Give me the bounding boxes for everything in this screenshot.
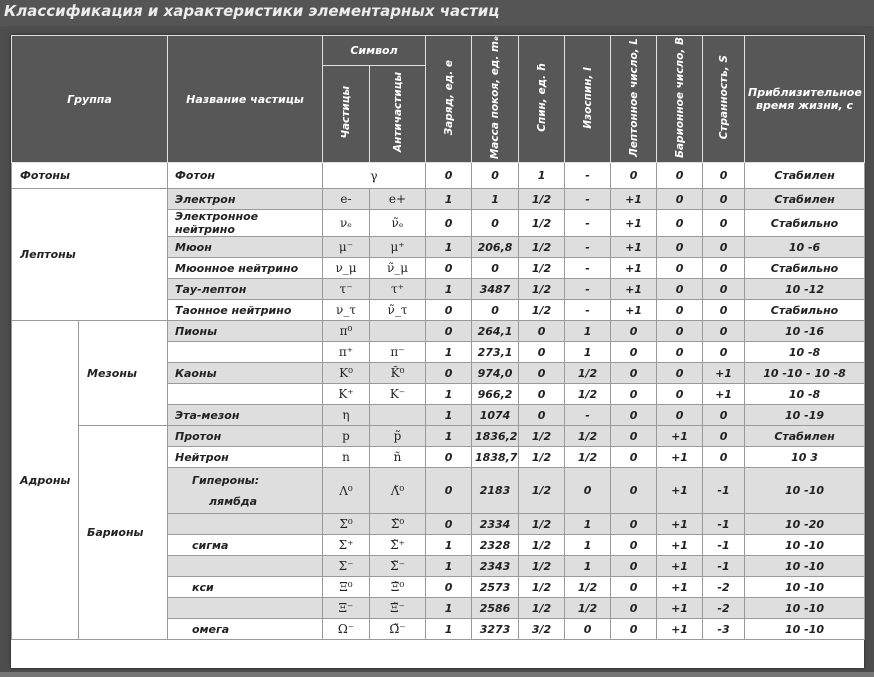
antiparticle-symbol: π⁻ (370, 342, 426, 363)
lifetime-cell: 10 -8 (745, 342, 865, 363)
isospin-cell: - (565, 189, 611, 210)
isospin-cell: - (565, 163, 611, 189)
lifetime-cell: 10 -10 (745, 556, 865, 577)
strangeness-cell: 0 (703, 279, 745, 300)
lifetime-cell: 10 -10 - 10 -8 (745, 363, 865, 384)
lepton-cell: 0 (611, 321, 657, 342)
strangeness-cell: -2 (703, 577, 745, 598)
baryon-cell: +1 (657, 535, 703, 556)
charge-cell: 1 (426, 384, 472, 405)
particle-name: Пионы (168, 321, 323, 342)
isospin-cell: - (565, 237, 611, 258)
baryon-cell: 0 (657, 384, 703, 405)
antiparticle-symbol: μ⁺ (370, 237, 426, 258)
antiparticle-symbol: Ξ̃⁰ (370, 577, 426, 598)
lifetime-cell: 10 -10 (745, 598, 865, 619)
table-row (12, 189, 865, 210)
baryon-cell: +1 (657, 514, 703, 535)
particle-symbol: η (323, 405, 370, 426)
strangeness-cell: 0 (703, 189, 745, 210)
mass-cell: 2183 (472, 468, 519, 514)
baryon-cell: +1 (657, 598, 703, 619)
spin-cell: 1/2 (519, 189, 565, 210)
mass-cell: 1836,2 (472, 426, 519, 447)
header-spin: Спин, ед. ħ (519, 36, 565, 163)
antiparticle-symbol: Σ̃⁰ (370, 514, 426, 535)
table-row (12, 321, 865, 342)
particle-symbol: ν_μ (323, 258, 370, 279)
strangeness-cell: 0 (703, 342, 745, 363)
antiparticle-symbol: K⁻ (370, 384, 426, 405)
particle-name: Нейтрон (168, 447, 323, 468)
antiparticle-symbol: Ω̃⁻ (370, 619, 426, 640)
mass-cell: 0 (472, 163, 519, 189)
antiparticle-symbol: Ξ̃⁻ (370, 598, 426, 619)
lifetime-cell: Стабильно (745, 300, 865, 321)
baryon-cell: +1 (657, 468, 703, 514)
strangeness-cell: 0 (703, 237, 745, 258)
spin-cell: 1/2 (519, 514, 565, 535)
particle-name (168, 384, 323, 405)
baryon-cell: +1 (657, 426, 703, 447)
header-lepton-number: Лептонное число, L (611, 36, 657, 163)
antiparticle-symbol: K̃⁰ (370, 363, 426, 384)
particle-name: кси (168, 577, 323, 598)
particle-symbol: γ (323, 163, 426, 189)
lifetime-cell: Стабильно (745, 258, 865, 279)
header-symbol: Символ (323, 36, 426, 66)
mass-cell: 3273 (472, 619, 519, 640)
baryon-cell: 0 (657, 258, 703, 279)
lifetime-cell: 10 -16 (745, 321, 865, 342)
mass-cell: 2343 (472, 556, 519, 577)
header-charge: Заряд, ед. e (426, 36, 472, 163)
strangeness-cell: -3 (703, 619, 745, 640)
antiparticle-symbol (370, 405, 426, 426)
antiparticle-symbol: ν̃_μ (370, 258, 426, 279)
particle-name: Электрон (168, 189, 323, 210)
lepton-cell: 0 (611, 447, 657, 468)
strangeness-cell: 0 (703, 426, 745, 447)
isospin-cell: 1/2 (565, 426, 611, 447)
mass-cell: 2328 (472, 535, 519, 556)
strangeness-cell: -1 (703, 535, 745, 556)
strangeness-cell: -1 (703, 514, 745, 535)
particle-symbol: ν_τ (323, 300, 370, 321)
strangeness-cell: -1 (703, 468, 745, 514)
spin-cell: 0 (519, 363, 565, 384)
mass-cell: 2573 (472, 577, 519, 598)
mass-cell: 0 (472, 300, 519, 321)
group-mesons: Мезоны (79, 321, 168, 426)
charge-cell: 0 (426, 210, 472, 237)
isospin-cell: - (565, 279, 611, 300)
lepton-cell: 0 (611, 535, 657, 556)
bottom-bar (0, 672, 874, 677)
charge-cell: 0 (426, 321, 472, 342)
antiparticle-symbol: ν̃ₑ (370, 210, 426, 237)
lepton-cell: 0 (611, 426, 657, 447)
charge-cell: 1 (426, 556, 472, 577)
particle-name (168, 514, 323, 535)
baryon-cell: 0 (657, 210, 703, 237)
header-strangeness: Странность, S (703, 36, 745, 163)
baryon-cell: +1 (657, 619, 703, 640)
mass-cell: 966,2 (472, 384, 519, 405)
particle-name: Тау-лептон (168, 279, 323, 300)
strangeness-cell: 0 (703, 447, 745, 468)
spin-cell: 1/2 (519, 468, 565, 514)
isospin-cell: 1 (565, 342, 611, 363)
particle-name (168, 598, 323, 619)
isospin-cell: - (565, 405, 611, 426)
baryon-cell: 0 (657, 321, 703, 342)
lepton-cell: +1 (611, 210, 657, 237)
mass-cell: 974,0 (472, 363, 519, 384)
header-particles: Частицы (323, 65, 370, 162)
charge-cell: 1 (426, 535, 472, 556)
isospin-cell: - (565, 258, 611, 279)
lepton-cell: 0 (611, 468, 657, 514)
mass-cell: 0 (472, 210, 519, 237)
particle-name: Мюонное нейтрино (168, 258, 323, 279)
spin-cell: 0 (519, 405, 565, 426)
isospin-cell: 1/2 (565, 363, 611, 384)
group-photons: Фотоны (12, 163, 168, 189)
particle-name: Фотон (168, 163, 323, 189)
lepton-cell: 0 (611, 598, 657, 619)
charge-cell: 1 (426, 426, 472, 447)
isospin-cell: 1/2 (565, 447, 611, 468)
particle-name: Эта-мезон (168, 405, 323, 426)
spin-cell: 0 (519, 342, 565, 363)
baryon-cell: +1 (657, 447, 703, 468)
antiparticle-symbol: e+ (370, 189, 426, 210)
baryon-cell: +1 (657, 577, 703, 598)
spin-cell: 1/2 (519, 210, 565, 237)
page-title: Классификация и характеристики элементарных частиц (0, 0, 874, 26)
mass-cell: 1838,7 (472, 447, 519, 468)
lifetime-cell: 10 -10 (745, 619, 865, 640)
mass-cell: 2586 (472, 598, 519, 619)
particle-symbol: p (323, 426, 370, 447)
charge-cell: 0 (426, 447, 472, 468)
spin-cell: 1/2 (519, 300, 565, 321)
spin-cell: 0 (519, 384, 565, 405)
particle-subname: лямбда (209, 494, 258, 508)
particle-name: сигма (168, 535, 323, 556)
strangeness-cell: 0 (703, 405, 745, 426)
lepton-cell: +1 (611, 258, 657, 279)
charge-cell: 1 (426, 619, 472, 640)
lepton-cell: 0 (611, 342, 657, 363)
lepton-cell: 0 (611, 384, 657, 405)
group-leptons: Лептоны (12, 189, 168, 321)
particle-name: Гипероны: (192, 473, 260, 487)
table-row (12, 426, 865, 447)
antiparticle-symbol: Σ̃⁺ (370, 535, 426, 556)
particle-symbol: νₑ (323, 210, 370, 237)
baryon-cell: 0 (657, 237, 703, 258)
antiparticle-symbol: Σ̃⁻ (370, 556, 426, 577)
isospin-cell: - (565, 210, 611, 237)
particle-name (168, 468, 323, 514)
particle-symbol: K⁰ (323, 363, 370, 384)
baryon-cell: +1 (657, 556, 703, 577)
charge-cell: 0 (426, 258, 472, 279)
charge-cell: 1 (426, 237, 472, 258)
strangeness-cell: 0 (703, 300, 745, 321)
charge-cell: 1 (426, 279, 472, 300)
lifetime-cell: 10 -6 (745, 237, 865, 258)
mass-cell: 2334 (472, 514, 519, 535)
spin-cell: 1/2 (519, 426, 565, 447)
baryon-cell: 0 (657, 189, 703, 210)
particle-symbol: Λ⁰ (323, 468, 370, 514)
particle-symbol: Ω⁻ (323, 619, 370, 640)
particle-symbol: Σ⁻ (323, 556, 370, 577)
lifetime-cell: 10 -10 (745, 577, 865, 598)
mass-cell: 1074 (472, 405, 519, 426)
lepton-cell: 0 (611, 363, 657, 384)
header-group: Группа (12, 36, 168, 163)
strangeness-cell: -2 (703, 598, 745, 619)
spin-cell: 0 (519, 321, 565, 342)
particle-symbol: Ξ⁻ (323, 598, 370, 619)
particle-symbol: μ⁻ (323, 237, 370, 258)
spin-cell: 1/2 (519, 556, 565, 577)
antiparticle-symbol (370, 321, 426, 342)
header-name: Название частицы (168, 36, 323, 163)
spin-cell: 1/2 (519, 447, 565, 468)
particle-symbol: π⁺ (323, 342, 370, 363)
isospin-cell: 0 (565, 619, 611, 640)
mass-cell: 264,1 (472, 321, 519, 342)
charge-cell: 1 (426, 405, 472, 426)
antiparticle-symbol: ν̃_τ (370, 300, 426, 321)
lifetime-cell: 10 -10 (745, 468, 865, 514)
lifetime-cell: 10 3 (745, 447, 865, 468)
baryon-cell: 0 (657, 300, 703, 321)
particle-name (168, 342, 323, 363)
particle-symbol: π⁰ (323, 321, 370, 342)
mass-cell: 273,1 (472, 342, 519, 363)
lepton-cell: 0 (611, 514, 657, 535)
baryon-cell: 0 (657, 279, 703, 300)
isospin-cell: - (565, 300, 611, 321)
strangeness-cell: 0 (703, 321, 745, 342)
particle-name: омега (168, 619, 323, 640)
group-hadrons: Адроны (12, 321, 79, 640)
header-baryon-number: Барионное число, B (657, 36, 703, 163)
lepton-cell: 0 (611, 556, 657, 577)
spin-cell: 1/2 (519, 258, 565, 279)
header-isospin: Изоспин, I (565, 36, 611, 163)
baryon-cell: 0 (657, 163, 703, 189)
spin-cell: 3/2 (519, 619, 565, 640)
lifetime-cell: 10 -10 (745, 535, 865, 556)
table-row (12, 163, 865, 189)
strangeness-cell: +1 (703, 384, 745, 405)
header-mass: Масса покоя, ед. mₑ (472, 36, 519, 163)
particle-name: Протон (168, 426, 323, 447)
strangeness-cell: 0 (703, 258, 745, 279)
particle-symbol: Σ⁰ (323, 514, 370, 535)
header-antiparticles: Античастицы (370, 65, 426, 162)
spin-cell: 1/2 (519, 237, 565, 258)
isospin-cell: 1/2 (565, 384, 611, 405)
mass-cell: 0 (472, 258, 519, 279)
mass-cell: 206,8 (472, 237, 519, 258)
isospin-cell: 0 (565, 468, 611, 514)
mass-cell: 1 (472, 189, 519, 210)
lifetime-cell: Стабилен (745, 426, 865, 447)
charge-cell: 1 (426, 189, 472, 210)
lifetime-cell: 10 -8 (745, 384, 865, 405)
isospin-cell: 1 (565, 556, 611, 577)
charge-cell: 0 (426, 577, 472, 598)
particles-table (11, 35, 865, 640)
particle-symbol: e- (323, 189, 370, 210)
spin-cell: 1/2 (519, 279, 565, 300)
particle-name: Каоны (168, 363, 323, 384)
lifetime-cell: 10 -20 (745, 514, 865, 535)
group-baryons: Барионы (79, 426, 168, 640)
spin-cell: 1 (519, 163, 565, 189)
charge-cell: 0 (426, 514, 472, 535)
lepton-cell: +1 (611, 279, 657, 300)
lifetime-cell: Стабилен (745, 163, 865, 189)
isospin-cell: 1/2 (565, 577, 611, 598)
charge-cell: 1 (426, 342, 472, 363)
strangeness-cell: 0 (703, 163, 745, 189)
lepton-cell: 0 (611, 405, 657, 426)
lifetime-cell: Стабильно (745, 210, 865, 237)
lifetime-cell: 10 -19 (745, 405, 865, 426)
isospin-cell: 1 (565, 535, 611, 556)
mass-cell: 3487 (472, 279, 519, 300)
lepton-cell: 0 (611, 619, 657, 640)
antiparticle-symbol: τ⁺ (370, 279, 426, 300)
lepton-cell: 0 (611, 577, 657, 598)
lepton-cell: +1 (611, 300, 657, 321)
strangeness-cell: 0 (703, 210, 745, 237)
charge-cell: 0 (426, 163, 472, 189)
isospin-cell: 1/2 (565, 598, 611, 619)
charge-cell: 1 (426, 598, 472, 619)
baryon-cell: 0 (657, 342, 703, 363)
particle-symbol: n (323, 447, 370, 468)
lifetime-cell: Стабилен (745, 189, 865, 210)
charge-cell: 0 (426, 468, 472, 514)
particle-symbol: K⁺ (323, 384, 370, 405)
particle-name (168, 556, 323, 577)
antiparticle-symbol: Λ̃⁰ (370, 468, 426, 514)
charge-cell: 0 (426, 300, 472, 321)
strangeness-cell: +1 (703, 363, 745, 384)
particle-symbol: τ⁻ (323, 279, 370, 300)
isospin-cell: 1 (565, 321, 611, 342)
baryon-cell: 0 (657, 405, 703, 426)
particle-symbol: Ξ⁰ (323, 577, 370, 598)
spin-cell: 1/2 (519, 535, 565, 556)
strangeness-cell: -1 (703, 556, 745, 577)
spin-cell: 1/2 (519, 577, 565, 598)
particle-symbol: Σ⁺ (323, 535, 370, 556)
antiparticle-symbol: ñ (370, 447, 426, 468)
baryon-cell: 0 (657, 363, 703, 384)
particle-name: Таонное нейтрино (168, 300, 323, 321)
lepton-cell: +1 (611, 189, 657, 210)
lifetime-cell: 10 -12 (745, 279, 865, 300)
header-lifetime: Приблизительное время жизни, с (745, 36, 865, 163)
lepton-cell: +1 (611, 237, 657, 258)
isospin-cell: 1 (565, 514, 611, 535)
particle-name: Электронное нейтрино (168, 210, 323, 237)
particle-name: Мюон (168, 237, 323, 258)
lepton-cell: 0 (611, 163, 657, 189)
antiparticle-symbol: p̃ (370, 426, 426, 447)
spin-cell: 1/2 (519, 598, 565, 619)
charge-cell: 0 (426, 363, 472, 384)
